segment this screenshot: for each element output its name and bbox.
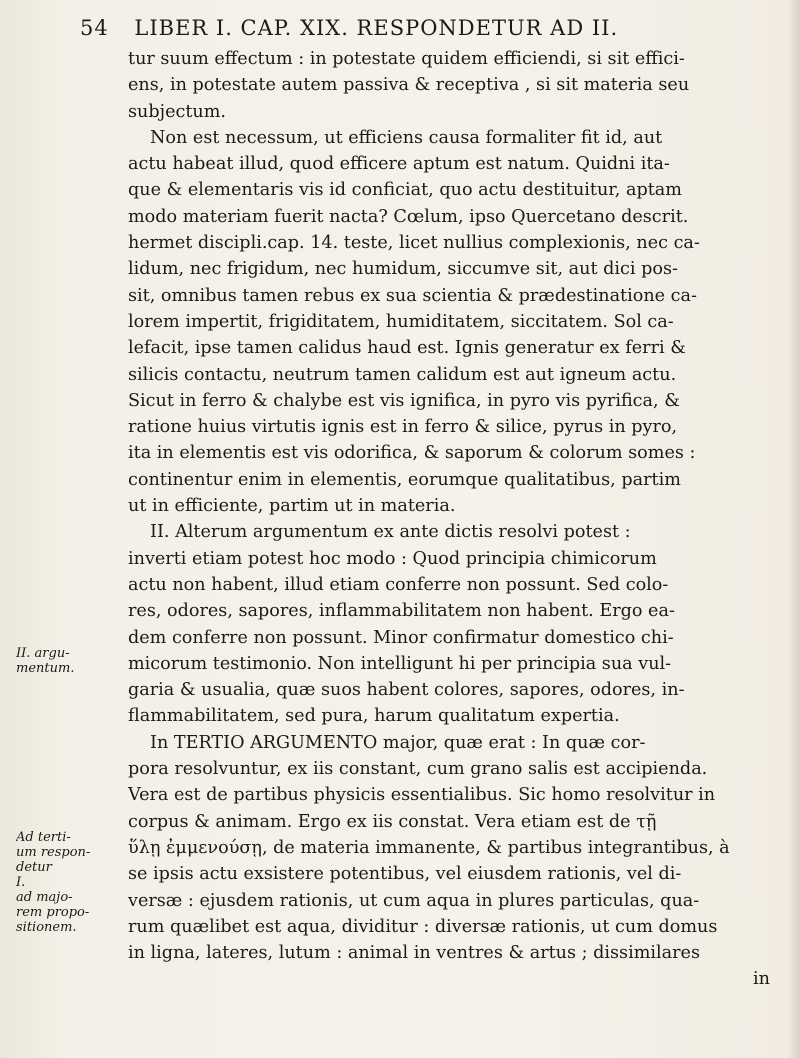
text-line: inverti etiam potest hoc modo : Quod principia chimicorum — [128, 548, 657, 569]
text-line: tur suum effectum : in potestate quidem efficiendi, si sit effici- — [128, 49, 685, 69]
text-line: ens, in potestate autem passiva & receptiva , si sit materia seu — [128, 75, 690, 96]
text-line: in ligna, lateres, lutum : animal in ventres & artus ; dissimilares — [128, 943, 700, 964]
text-line: hermet discipli.cap. 14. teste, licet nullius complexionis, nec ca- — [128, 233, 700, 254]
text-line: dem conferre non possunt. Minor confirmatur domestico chi- — [128, 627, 674, 648]
text-line: actu habeat illud, quod efficere aptum est natum. Quidni ita- — [128, 154, 670, 175]
text-line: ὕλῃ ἐμμενούσῃ, de materia immanente, & partibus integrantibus, à — [128, 837, 730, 858]
text-line: micorum testimonio. Non intelligunt hi per principia sua vul- — [128, 653, 672, 674]
margin-note-third-response — [16, 830, 124, 935]
running-header — [80, 16, 720, 46]
text-line: II. Alterum argumentum ex ante dictis resolvi potest : — [150, 522, 631, 543]
text-line: sit, omnibus tamen rebus ex sua scientia & prædestinatione ca- — [128, 285, 697, 306]
margin-note-line: Ad terti- — [16, 830, 71, 845]
text-line: pora resolvuntur, ex iis constant, cum grano salis est accipienda. — [128, 759, 708, 780]
margin-note-argument-two — [16, 646, 124, 676]
body-text — [128, 46, 770, 993]
margin-note-line: mentum. — [16, 661, 75, 676]
margin-note-line: sitionem. — [16, 920, 77, 935]
margin-note-line: um respon- — [16, 845, 91, 860]
page-edge — [786, 0, 800, 1058]
text-line: Sicut in ferro & chalybe est vis ignifica, in pyro vis pyrifica, & — [128, 390, 680, 411]
margin-note-line: detur — [16, 860, 52, 875]
text-line: ut in efficiente, partim ut in materia. — [128, 496, 456, 517]
margin-note-line: rem propo- — [16, 905, 90, 920]
margin-note-line: ad majo- — [16, 890, 73, 905]
margin-notes — [16, 0, 124, 1058]
margin-note-line: II. argu- — [16, 646, 70, 661]
text-line: in — [753, 969, 770, 990]
text-line: que & elementaris vis id conficiat, quo actu destituitur, aptam — [128, 180, 682, 201]
margin-note-line: I. — [16, 875, 26, 890]
text-line: lidum, nec frigidum, nec humidum, siccumve sit, aut dici pos- — [128, 259, 678, 280]
text-line: continentur enim in elementis, eorumque qualitatibus, partim — [128, 469, 681, 490]
text-line: lorem impertit, frigiditatem, humiditatem, siccitatem. Sol ca- — [128, 311, 674, 332]
text-line: Non est necessum, ut efficiens causa formaliter fit id, aut — [150, 127, 663, 148]
text-line: versæ : ejusdem rationis, ut cum aqua in plures particulas, qua- — [128, 890, 700, 911]
text-line: modo materiam fuerit nacta? Cœlum, ipso Quercetano descrit. — [128, 206, 689, 227]
text-line: res, odores, sapores, inflammabilitatem non habent. Ergo ea- — [128, 601, 675, 622]
text-line: lefacit, ipse tamen calidus haud est. Ignis generatur ex ferri & — [128, 338, 686, 359]
text-line: actu non habent, illud etiam conferre non possunt. Sed colo- — [128, 574, 669, 595]
text-line: ratione huius virtutis ignis est in ferro & silice, pyrus in pyro, — [128, 417, 678, 438]
text-line: ita in elementis est vis odorifica, & saporum & colorum somes : — [128, 443, 696, 464]
text-line: se ipsis actu exsistere potentibus, vel eiusdem rationis, vel di- — [128, 864, 682, 885]
text-line: In TERTIO ARGUMENTO major, quæ erat : In quæ cor- — [150, 732, 646, 753]
text-line: Vera est de partibus physicis essentialibus. Sic homo resolvitur in — [128, 785, 716, 806]
text-line: garia & usualia, quæ suos habent colores, sapores, odores, in- — [128, 680, 685, 701]
page-number: 54 — [80, 16, 109, 40]
text-line: flammabilitatem, sed pura, harum qualitatum expertia. — [128, 706, 620, 727]
text-line: rum quælibet est aqua, dividitur : diversæ rationis, ut cum domus — [128, 916, 718, 937]
text-line: corpus & animam. Ergo ex iis constat. Vera etiam est de τῇ — [128, 811, 657, 832]
text-line: subjectum. — [128, 101, 227, 122]
text-line: silicis contactu, neutrum tamen calidum est aut igneum actu. — [128, 364, 677, 385]
running-title: LIBER I. CAP. XIX. RESPONDETUR AD II. — [134, 16, 619, 40]
